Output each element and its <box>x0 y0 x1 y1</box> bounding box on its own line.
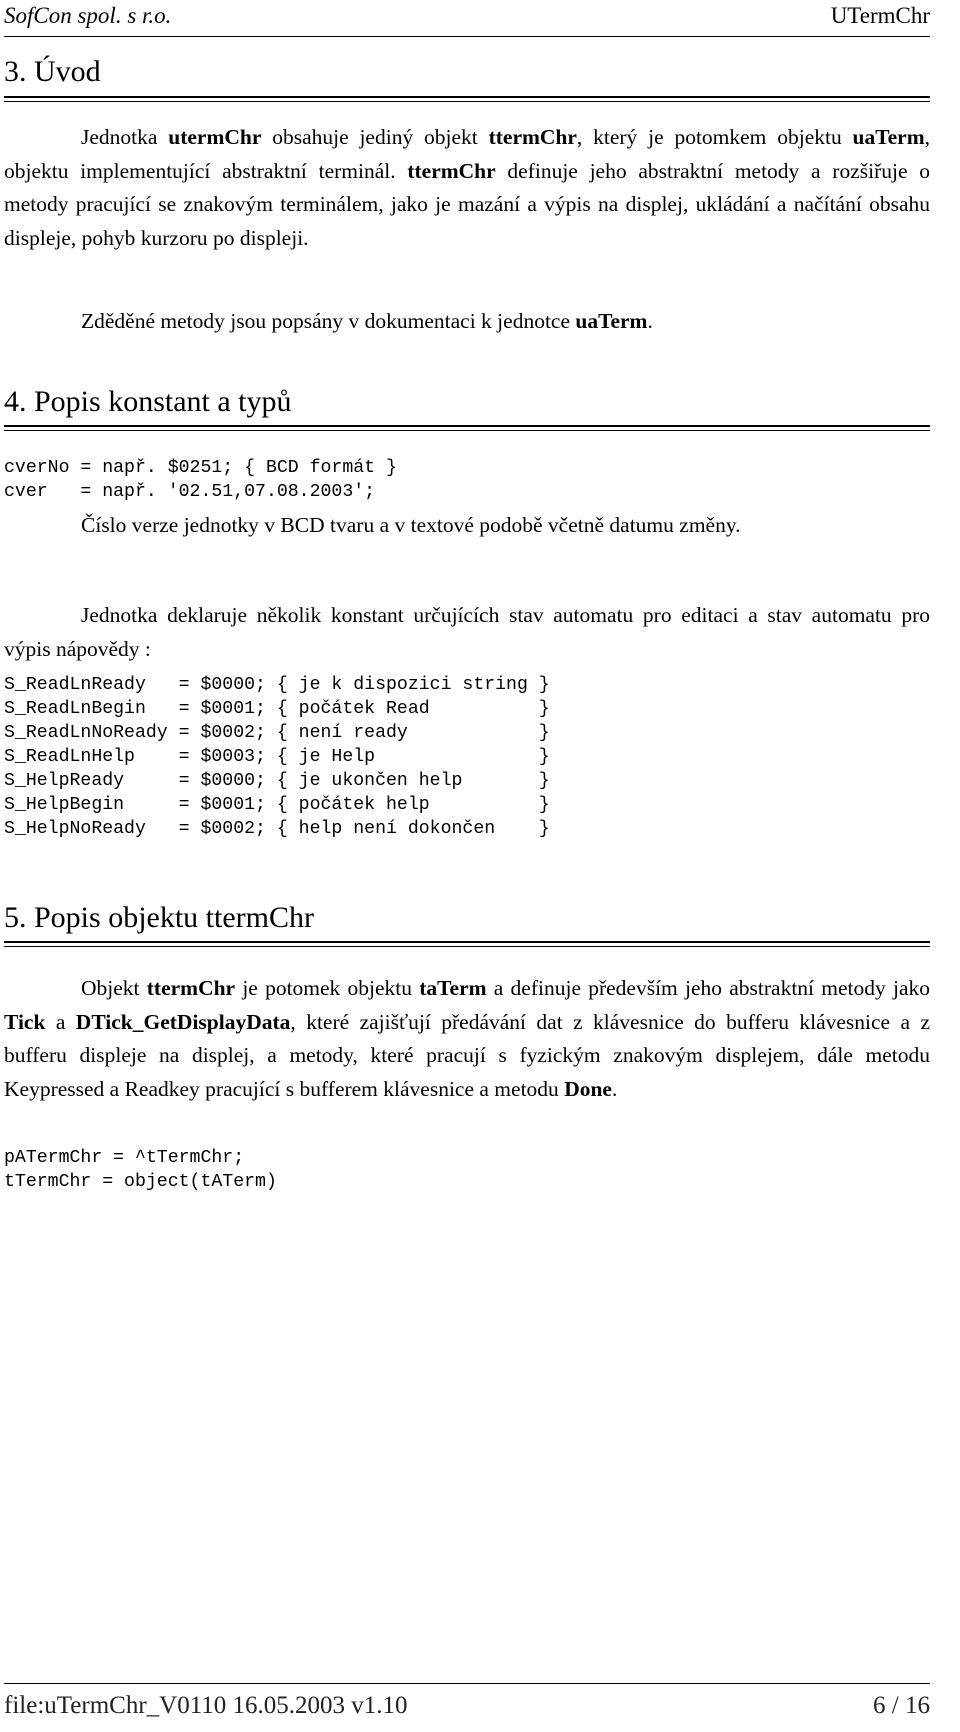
section-5-heading: 5. Popis objektu ttermChr <box>4 901 314 934</box>
bold-term: ttermChr <box>407 158 496 183</box>
type-declaration-code <box>4 1146 930 1194</box>
section-4-heading: 4. Popis konstant a typů <box>4 385 292 418</box>
bold-term: taTerm <box>419 976 487 1000</box>
text-run: Zděděné metody jsou popsány v dokumentaci k jednotce <box>81 309 576 333</box>
bold-term: utermChr <box>168 125 262 149</box>
section-3-rule <box>4 96 930 102</box>
text-run: obsahuje jediný objekt <box>261 125 489 149</box>
text-run: Objekt <box>81 976 147 1000</box>
text-run: a definuje především jeho abstraktní metody jako <box>486 976 930 1000</box>
section-3-paragraph-2 <box>4 305 930 339</box>
footer-page-number: 6 / 16 <box>873 1692 930 1719</box>
bold-term: DTick_GetDisplayData <box>75 1009 291 1034</box>
section-4-paragraph-states: Jednotka deklaruje několik konstant určujících stav automatu pro editaci a stav automatu pro výpis nápovědy : <box>4 603 930 661</box>
text-run: a <box>45 1009 76 1034</box>
text-run: je potomek objektu <box>235 976 420 1000</box>
code-line: S_HelpBegin = $0001; { počátek help } <box>4 795 550 815</box>
code-line: S_ReadLnHelp = $0003; { je Help } <box>4 747 550 767</box>
version-description: Číslo verze jednotky v BCD tvaru a v textové podobě včetně datumu změny. <box>81 513 741 537</box>
section-5-rule <box>4 941 930 947</box>
header-company: SofCon spol. s r.o. <box>4 3 172 28</box>
state-constants-code <box>4 673 930 841</box>
header-document-name: UTermChr <box>830 3 930 28</box>
code-line: S_ReadLnReady = $0000; { je k dispozici string } <box>4 675 550 695</box>
text-run: , objektu implementující abstraktní terminál. <box>4 125 930 183</box>
bold-term: uaTerm <box>852 125 925 149</box>
code-line: S_HelpReady = $0000; { je ukončen help } <box>4 771 550 791</box>
text-run: . <box>647 309 653 333</box>
section-4-rule <box>4 425 930 431</box>
code-line: tTermChr = object(tATerm) <box>4 1172 277 1192</box>
bold-term: Tick <box>4 1009 46 1034</box>
page-footer <box>4 1688 930 1724</box>
bold-term: Done <box>564 1076 612 1101</box>
section-3-heading: 3. Úvod <box>4 55 101 88</box>
code-line: S_HelpNoReady = $0002; { help není dokončen } <box>4 819 550 839</box>
code-line: cverNo = např. $0251; { BCD formát } <box>4 458 397 478</box>
text-run: . <box>611 1076 618 1101</box>
code-line: pATermChr = ^tTermChr; <box>4 1148 245 1168</box>
header-rule <box>4 36 930 37</box>
text-run: , který je potomkem objektu <box>576 125 853 149</box>
code-line: S_ReadLnNoReady = $0002; { není ready } <box>4 723 550 743</box>
bold-term: ttermChr <box>488 125 577 149</box>
code-line: S_ReadLnBegin = $0001; { počátek Read } <box>4 699 550 719</box>
text-run: , které zajišťují předávání dat z klávesnice do bufferu klávesnice a z bufferu displeje na displej, a metody, které pracují s fyzickým znakovým displejem, dále metodu Keypressed a Readkey pracující s bufferem klávesnice a metodu <box>4 1009 930 1101</box>
version-constants-code <box>4 456 930 504</box>
section-3-paragraph-1 <box>4 121 930 255</box>
footer-rule <box>4 1683 930 1684</box>
code-line: cver = např. '02.51,07.08.2003'; <box>4 482 376 502</box>
text-run: Jednotka <box>81 125 169 149</box>
bold-term: uaTerm <box>575 309 648 333</box>
bold-term: ttermChr <box>146 976 236 1000</box>
footer-file-info: file:uTermChr_V0110 16.05.2003 v1.10 <box>4 1692 408 1719</box>
page-header <box>4 0 930 32</box>
section-5-paragraph-1 <box>4 972 930 1106</box>
text-run: definuje jeho abstraktní metody a rozšiřuje o metody pracující se znakovým terminálem, jako je mazání a výpis na displej, ukládání a načítání obsahu displeje, pohyb kurzoru po displeji. <box>4 158 930 250</box>
